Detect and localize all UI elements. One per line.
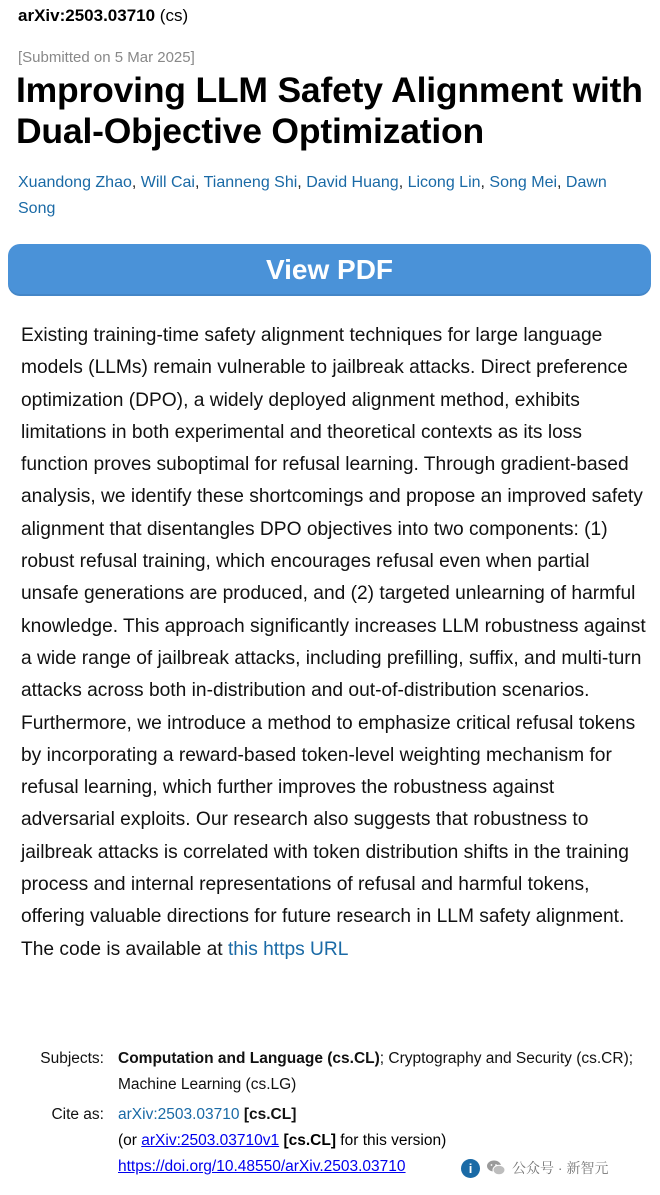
- author-link[interactable]: Dawn Song: [18, 174, 607, 217]
- author-link[interactable]: David Huang: [306, 174, 399, 191]
- arxiv-header: [18, 6, 188, 26]
- subjects-label: Subjects:: [40, 1050, 104, 1067]
- version-suffix: for this version): [336, 1132, 447, 1149]
- cite-label: Cite as:: [51, 1106, 104, 1123]
- abstract: [21, 320, 646, 966]
- author-link[interactable]: Song Mei: [489, 174, 558, 191]
- author-link[interactable]: Xuandong Zhao: [18, 174, 132, 191]
- code-link[interactable]: this https URL: [227, 938, 349, 960]
- watermark-text: 公众号 · 新智元: [512, 1160, 609, 1176]
- cite-link[interactable]: arXiv:2503.03710: [118, 1106, 240, 1123]
- version-line: [0, 1128, 660, 1154]
- version-link[interactable]: arXiv:2503.03710v1: [141, 1132, 280, 1149]
- arxiv-category: (cs): [159, 6, 189, 25]
- version-prefix: (or: [118, 1132, 142, 1149]
- author-link[interactable]: Licong Lin: [407, 174, 481, 191]
- page-title: Improving LLM Safety Alignment with Dual-Objective Optimization: [16, 70, 643, 151]
- other-subjects: ; Cryptography and Security (cs.CR); Machine Learning (cs.LG): [118, 1050, 634, 1093]
- submission-date: [Submitted on 5 Mar 2025]: [18, 49, 195, 66]
- version-category: [cs.CL]: [283, 1132, 336, 1149]
- cite-category: [cs.CL]: [243, 1106, 297, 1123]
- doi-link[interactable]: https://doi.org/10.48550/arXiv.2503.03710: [118, 1158, 406, 1175]
- watermark: [461, 1155, 608, 1181]
- cite-value: [118, 1102, 650, 1128]
- arxiv-id[interactable]: arXiv:2503.03710: [18, 6, 156, 25]
- view-pdf-button[interactable]: View PDF: [8, 244, 651, 296]
- primary-subject: Computation and Language (cs.CL): [118, 1050, 380, 1067]
- subjects-value: [118, 1046, 650, 1098]
- author-link[interactable]: Will Cai: [140, 174, 195, 191]
- author-list: Xuandong Zhao, Will Cai, Tianneng Shi, David Huang, Licong Lin, Song Mei, Dawn Song: [18, 174, 607, 217]
- info-icon[interactable]: i: [461, 1159, 480, 1178]
- wechat-icon: [486, 1159, 506, 1177]
- abstract-text: Existing training-time safety alignment techniques for large language models (LLMs) remain vulnerable to jailbreak attacks. Direct preference optimization (DPO), a widely deployed alignment method, exhibits limitations in both experimental and theoretical contexts as its loss function proves suboptimal for refusal learning. Through gradient-based analysis, we identify these shortcomings and propose an improved safety alignment that disentangles DPO objectives into two components: (1) robust refusal training, which encourages refusal even when partial unsafe generations are produced, and (2) targeted unlearning of harmful knowledge. This approach significantly increases LLM robustness against a wide range of jailbreak attacks, including prefilling, suffix, and multi-turn attacks across both in-distribution and out-of-distribution scenarios. Furthermore, we introduce a method to emphasize critical refusal tokens by incorporating a reward-based token-level weighting mechanism for refusal learning, which further improves the robustness against adversarial exploits. Our research also suggests that robustness to jailbreak attacks is correlated with token distribution shifts in the training process and internal representations of refusal and harmful tokens, offering valuable directions for future research in LLM safety alignment. The code is available at: [21, 325, 646, 960]
- author-link[interactable]: Tianneng Shi: [203, 174, 298, 191]
